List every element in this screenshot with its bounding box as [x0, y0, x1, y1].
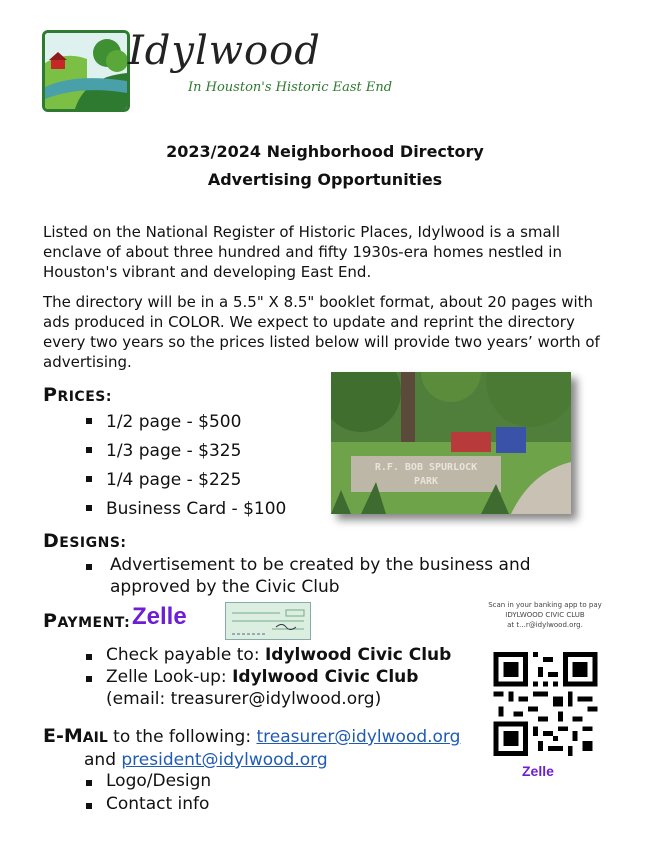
price-item: Business Card - $100: [84, 495, 286, 524]
park-photo: [331, 372, 571, 514]
treasurer-email-link[interactable]: treasurer@idylwood.org: [256, 727, 461, 747]
designs-list: [84, 554, 544, 598]
payment-zelle-item: [84, 666, 451, 710]
email-heading-rest: AIL: [82, 730, 108, 746]
zelle-email: (email: treasurer@idylwood.org): [106, 689, 382, 709]
zelle-payee: Idylwood Civic Club: [232, 667, 419, 687]
check-payee: Idylwood Civic Club: [264, 645, 452, 665]
logo-tagline: In Houston's Historic East End: [188, 80, 393, 95]
president-email-link[interactable]: president@idylwood.org: [121, 750, 328, 770]
email-section: [43, 724, 460, 750]
format-paragraph: The directory will be in a 5.5" X 8.5" booklet format, about 20 pages with ads produced in COLOR. We expect to update and reprint the directory every two years so the prices listed below will provide two years’ worth of advertising.: [43, 293, 600, 371]
email-and-text: and: [84, 750, 122, 770]
qr-caption: [470, 600, 620, 630]
page-title: 2023/2024 Neighborhood Directory: [166, 142, 484, 161]
logo-mark: [42, 30, 130, 112]
check-icon: [226, 603, 310, 639]
designs-heading-initial: D: [43, 530, 60, 552]
prices-heading-initial: P: [43, 384, 58, 406]
intro-paragraph: Listed on the National Register of Historic Places, Idylwood is a small enclave of about three hundred and fifty 1930s-era homes nestled in Houston's vibrant and developing East End.: [43, 223, 562, 281]
price-item: 1/3 page - $325: [84, 437, 286, 466]
check-label: Check payable to:: [106, 645, 265, 665]
check-image: [225, 602, 311, 640]
email-item: Contact info: [84, 793, 211, 816]
designs-heading: [43, 530, 127, 552]
zelle-label: Zelle Look-up:: [106, 667, 233, 687]
page-subtitle: Advertising Opportunities: [207, 170, 443, 189]
qr-caption-line2: IDYLWOOD CIVIC CLUB: [505, 611, 585, 619]
prices-heading: [43, 384, 112, 406]
zelle-logo: Zelle: [132, 603, 187, 630]
email-item: Logo/Design: [84, 770, 211, 793]
email-heading: [43, 727, 108, 747]
payment-check-item: [84, 644, 451, 666]
prices-heading-rest: RICES:: [57, 389, 112, 405]
qr-zelle-logo: Zelle: [522, 763, 554, 779]
qr-code[interactable]: [493, 652, 598, 756]
park-sign-line2: PARK: [413, 476, 439, 487]
design-item: Advertisement to be created by the business and approved by the Civic Club: [84, 554, 544, 598]
prices-list: [84, 408, 286, 524]
designs-heading-rest: ESIGNS:: [59, 535, 127, 551]
park-sign-line1: R.F. BOB SPURLOCK: [374, 462, 478, 473]
qr-code-icon: [493, 652, 598, 756]
qr-caption-line1: Scan in your banking app to pay: [488, 601, 602, 609]
price-item: 1/2 page - $500: [84, 408, 286, 437]
email-heading-initial: E-M: [43, 725, 83, 747]
email-line2: [84, 748, 328, 772]
payment-heading: [43, 610, 130, 632]
park-photo-image: [331, 372, 571, 514]
payment-heading-initial: P: [43, 610, 58, 632]
logo-wordmark: Idylwood: [128, 28, 321, 74]
qr-caption-line3: at t...r@idylwood.org.: [507, 621, 583, 629]
price-item: 1/4 page - $225: [84, 466, 286, 495]
email-items-list: [84, 770, 211, 816]
payment-list: [84, 644, 451, 710]
logo-landscape-icon: [45, 33, 127, 109]
email-intro-text: to the following:: [107, 727, 257, 747]
payment-heading-rest: AYMENT:: [57, 615, 131, 631]
